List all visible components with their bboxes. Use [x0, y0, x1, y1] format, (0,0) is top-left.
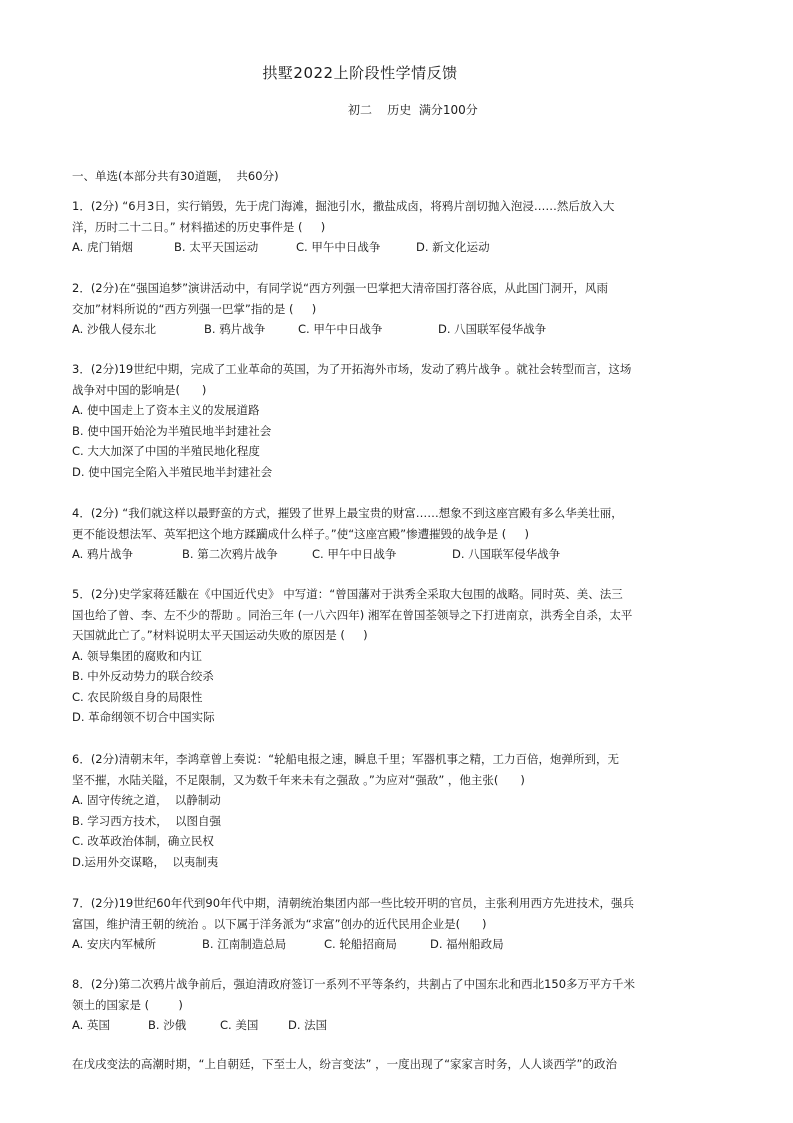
- question-9-partial: [72, 1054, 722, 1075]
- option-c: C. 美国: [220, 1018, 259, 1032]
- question-text-line: 在戊戌变法的高潮时期，“上自朝廷，下至士人，纷言变法” ，一度出现了“家家言时务，人人谈西学”的政治: [72, 1057, 617, 1071]
- options-row: [72, 1015, 722, 1036]
- question-text-line: 领土的国家是 ( ): [72, 997, 183, 1012]
- option-b: B. 第二次鸦片战争: [182, 547, 278, 561]
- question-text-line: 更不能设想法军、英军把这个地方蹂躏成什么样子。”使“这座宫殿”惨遭摧毁的战争是 ( ): [72, 526, 530, 541]
- question-6: [72, 749, 722, 872]
- option-a: A. 使中国走上了资本主义的发展道路: [72, 403, 260, 417]
- question-text-line: 交加”材料所说的“西方列强一巴掌”指的是 ( ): [72, 301, 317, 316]
- option-b: B. 使中国开始沦为半殖民地半封建社会: [72, 423, 272, 438]
- option-c: C. 甲午中日战争: [298, 322, 383, 336]
- option-b: B. 沙俄: [148, 1018, 187, 1032]
- question-5: [72, 584, 722, 728]
- question-text-line: 1．(2分) “6月3日，实行销毁，先于虎门海滩，掘池引水，撒盐成卤，将鸦片剖切抛入泡浸……然后放入大: [72, 199, 615, 213]
- question-text-line: 5．(2分)史学家蒋廷黻在《中国近代史》 中写道：“曾国藩对于洪秀全采取大包围的战略。同时英、美、法三: [72, 587, 623, 601]
- option-d: D. 八国联军侵华战争: [452, 547, 561, 561]
- options-row: [72, 319, 722, 340]
- option-a: A. 虎门销烟: [72, 240, 133, 254]
- option-d: D.运用外交谋略， 以夷制夷: [72, 854, 219, 869]
- question-8: [72, 974, 722, 1036]
- page-subtitle: 初二 历史 满分100分: [348, 103, 478, 117]
- option-b: B. 江南制造总局: [202, 937, 287, 951]
- question-text-line: 天国就此亡了。”材料说明太平天国运动失败的原因是 ( ): [72, 628, 368, 642]
- question-text-line: 战争对中国的影响是( ): [72, 382, 207, 397]
- option-d: D. 法国: [288, 1018, 328, 1032]
- option-b: B. 太平天国运动: [174, 240, 259, 254]
- option-c: C. 轮船招商局: [324, 937, 397, 951]
- options-row: [72, 544, 722, 565]
- option-d: D. 福州船政局: [430, 937, 504, 951]
- option-a: A. 安庆内军械所: [72, 937, 156, 951]
- option-a: A. 鸦片战争: [72, 547, 133, 561]
- option-d: D. 革命纲领不切合中国实际: [72, 710, 215, 724]
- section-heading: 一、单选(本部分共有30道题， 共60分): [72, 169, 279, 183]
- question-1: [72, 196, 722, 258]
- question-text-line: 4．(2分) “我们就这样以最野蛮的方式，摧毁了世界上最宝贵的财富……想象不到这座宫殿有多么华美壮丽，: [72, 506, 623, 520]
- question-7: [72, 893, 722, 955]
- options-row: [72, 237, 722, 258]
- question-text-line: 富国，维护清王朝的统治 。以下属于洋务派为“求富”创办的近代民用企业是( ): [72, 916, 487, 931]
- option-d: D. 使中国完全陷入半殖民地半封建社会: [72, 464, 273, 479]
- page-title: 拱墅2022上阶段性学情反馈: [262, 64, 458, 82]
- option-a: A. 英国: [72, 1018, 110, 1032]
- question-text-line: 国也给了曾、李、左不少的帮助 。同治三年 (一八六四年) 湘军在曾国荃领导之下打进南京，洪秀全自杀，太平: [72, 607, 633, 622]
- option-b: B. 中外反动势力的联合绞杀: [72, 669, 214, 683]
- options-row: [72, 934, 722, 955]
- option-d: D. 八国联军侵华战争: [438, 322, 547, 336]
- option-a: A. 沙俄人侵东北: [72, 322, 156, 336]
- question-2: [72, 278, 722, 340]
- option-d: D. 新文化运动: [416, 240, 490, 254]
- option-c: C. 甲午中日战争: [296, 240, 381, 254]
- question-text-line: 洋，历时二十二日。” 材料描述的历史事件是 ( ): [72, 219, 326, 234]
- question-text-line: 坚不摧，水陆关隘，不足限制，又为数千年来未有之强敌 。”为应对“强敌” ，他主张( ): [72, 772, 525, 787]
- question-text-line: 2．(2分)在“强国追梦”演讲活动中，有同学说“西方列强一巴掌把大清帝国打落谷底，从此国门洞开，风雨: [72, 281, 608, 295]
- question-text-line: 7．(2分)19世纪60年代到90年代中期，清朝统治集团内部一些比较开明的官员，主张利用西方先进技术，强兵: [72, 896, 635, 910]
- option-a: A. 固守传统之道， 以静制动: [72, 793, 221, 807]
- option-b: B. 鸦片战争: [204, 322, 266, 336]
- option-a: A. 领导集团的腐败和内讧: [72, 648, 202, 663]
- question-3: [72, 359, 722, 482]
- option-c: C. 改革政治体制，确立民权: [72, 834, 214, 848]
- question-text-line: 8．(2分)第二次鸦片战争前后，强迫清政府签订一系列不平等条约，共割占了中国东北和西北150多万平方千米: [72, 977, 636, 991]
- option-c: C. 甲午中日战争: [312, 547, 397, 561]
- question-text-line: 3．(2分)19世纪中期，完成了工业革命的英国，为了开拓海外市场，发动了鸦片战争 。就社会转型而言，这场: [72, 362, 632, 376]
- option-b: B. 学习西方技术， 以图自强: [72, 813, 222, 828]
- option-c: C. 农民阶级自身的局限性: [72, 689, 203, 704]
- question-4: [72, 503, 722, 565]
- option-c: C. 大大加深了中国的半殖民地化程度: [72, 444, 260, 458]
- question-text-line: 6．(2分)清朝末年，李鸿章曾上奏说：“轮船电报之速，瞬息千里；军器机事之精，工力百倍，炮弹所到，无: [72, 752, 620, 766]
